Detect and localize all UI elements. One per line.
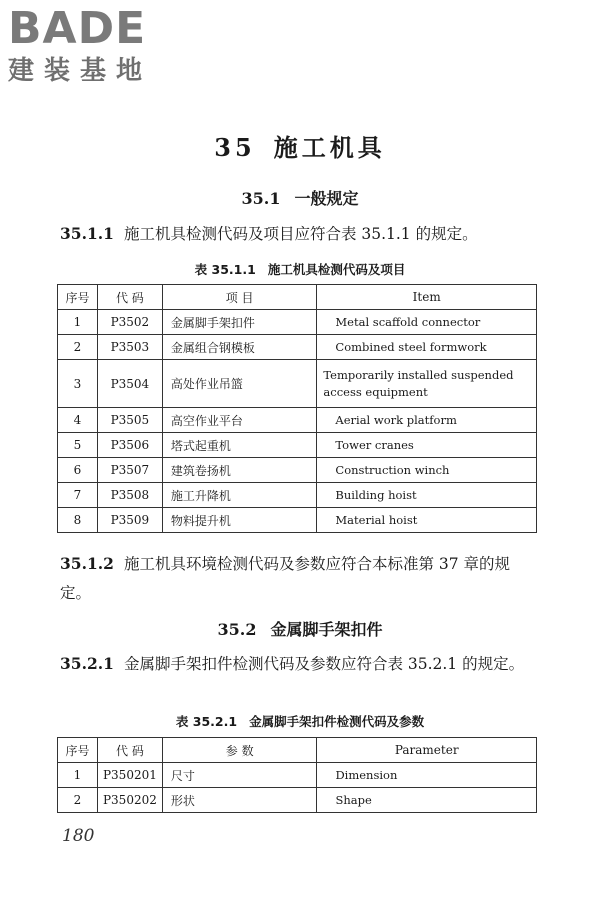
cell-code: P350201 — [97, 763, 162, 788]
cell-seq: 7 — [58, 483, 98, 508]
section-name: 一般规定 — [294, 189, 359, 208]
section-name: 金属脚手架扣件 — [270, 620, 383, 639]
cell-param-en: Shape — [317, 788, 537, 813]
cell-seq: 6 — [58, 458, 98, 483]
cell-item-cn: 金属组合钢模板 — [162, 335, 317, 360]
clause-number: 35.1.1 — [60, 224, 114, 243]
clause-text: 施工机具检测代码及项目应符合表 35.1.1 的规定。 — [123, 225, 478, 243]
table-title: 施工机具检测代码及项目 — [267, 262, 406, 277]
logo — [8, 3, 153, 86]
cell-item-cn: 高空作业平台 — [162, 408, 317, 433]
cell-item-en: Material hoist — [317, 508, 537, 533]
cell-param-en: Dimension — [317, 763, 537, 788]
col-header-param-en: Parameter — [317, 738, 537, 763]
cell-item-cn: 施工升降机 — [162, 483, 317, 508]
cell-item-en: Aerial work platform — [317, 408, 537, 433]
cell-code: P3502 — [97, 310, 162, 335]
cell-item-cn: 物料提升机 — [162, 508, 317, 533]
col-header-seq: 序号 — [58, 285, 98, 310]
cell-seq: 5 — [58, 433, 98, 458]
clause-number: 35.1.2 — [60, 554, 114, 573]
cell-item-en: Tower cranes — [317, 433, 537, 458]
cell-code: P3504 — [97, 360, 162, 408]
section-heading-35-1 — [0, 186, 600, 209]
col-header-code: 代 码 — [97, 285, 162, 310]
table-header-row — [58, 738, 537, 763]
cell-seq: 3 — [58, 360, 98, 408]
cell-item-en: Temporarily installed suspended access equipment — [317, 360, 537, 408]
cell-seq: 1 — [58, 763, 98, 788]
cell-item-en: Construction winch — [317, 458, 537, 483]
chapter-number: 35 — [214, 133, 256, 162]
cell-code: P3507 — [97, 458, 162, 483]
cell-item-en: Building hoist — [317, 483, 537, 508]
table-row — [58, 483, 537, 508]
clause-number: 35.2.1 — [60, 654, 114, 673]
table-35-2-1 — [57, 737, 537, 813]
cell-seq: 8 — [58, 508, 98, 533]
cell-code: P3505 — [97, 408, 162, 433]
table-row — [58, 408, 537, 433]
table-35-1-1 — [57, 284, 537, 533]
col-header-item-cn: 项 目 — [162, 285, 317, 310]
cell-code: P350202 — [97, 788, 162, 813]
section-number: 35.1 — [241, 189, 281, 208]
clause-text: 施工机具环境检测代码及参数应符合本标准第 37 章的规定。 — [60, 555, 511, 602]
col-header-param-cn: 参 数 — [162, 738, 317, 763]
table-row — [58, 310, 537, 335]
section-number: 35.2 — [217, 620, 257, 639]
table-row — [58, 763, 537, 788]
table-number: 表 35.2.1 — [175, 714, 238, 729]
clause-text: 金属脚手架扣件检测代码及参数应符合表 35.2.1 的规定。 — [123, 655, 525, 673]
cell-param-cn: 形状 — [162, 788, 317, 813]
page-number: 180 — [62, 826, 95, 846]
table-caption-35-2-1 — [0, 712, 600, 730]
cell-code: P3506 — [97, 433, 162, 458]
cell-code: P3509 — [97, 508, 162, 533]
clause-35-2-1 — [60, 649, 540, 679]
cell-item-cn: 金属脚手架扣件 — [162, 310, 317, 335]
chapter-name: 施工机具 — [273, 133, 386, 162]
table-row — [58, 335, 537, 360]
col-header-item-en: Item — [317, 285, 537, 310]
table-number: 表 35.1.1 — [194, 262, 256, 277]
cell-item-cn: 建筑卷扬机 — [162, 458, 317, 483]
logo-brand: BADE — [8, 3, 147, 54]
table-row — [58, 508, 537, 533]
cell-param-cn: 尺寸 — [162, 763, 317, 788]
table-title: 金属脚手架扣件检测代码及参数 — [249, 714, 425, 729]
section-heading-35-2 — [0, 617, 600, 640]
cell-seq: 1 — [58, 310, 98, 335]
cell-seq: 4 — [58, 408, 98, 433]
cell-item-cn: 高处作业吊篮 — [162, 360, 317, 408]
table-header-row — [58, 285, 537, 310]
col-header-seq: 序号 — [58, 738, 98, 763]
cell-code: P3503 — [97, 335, 162, 360]
cell-item-en: Combined steel formwork — [317, 335, 537, 360]
cell-seq: 2 — [58, 335, 98, 360]
table-row — [58, 458, 537, 483]
cell-item-cn: 塔式起重机 — [162, 433, 317, 458]
table-row — [58, 788, 537, 813]
col-header-code: 代 码 — [97, 738, 162, 763]
table-row — [58, 360, 537, 408]
table-row — [58, 433, 537, 458]
clause-35-1-1 — [60, 219, 540, 249]
cell-code: P3508 — [97, 483, 162, 508]
cell-item-en: Metal scaffold connector — [317, 310, 537, 335]
clause-35-1-2 — [60, 549, 540, 608]
table-caption-35-1-1 — [0, 260, 600, 278]
chapter-title — [0, 128, 600, 163]
logo-subtitle: 建装基地 — [8, 56, 153, 86]
cell-seq: 2 — [58, 788, 98, 813]
